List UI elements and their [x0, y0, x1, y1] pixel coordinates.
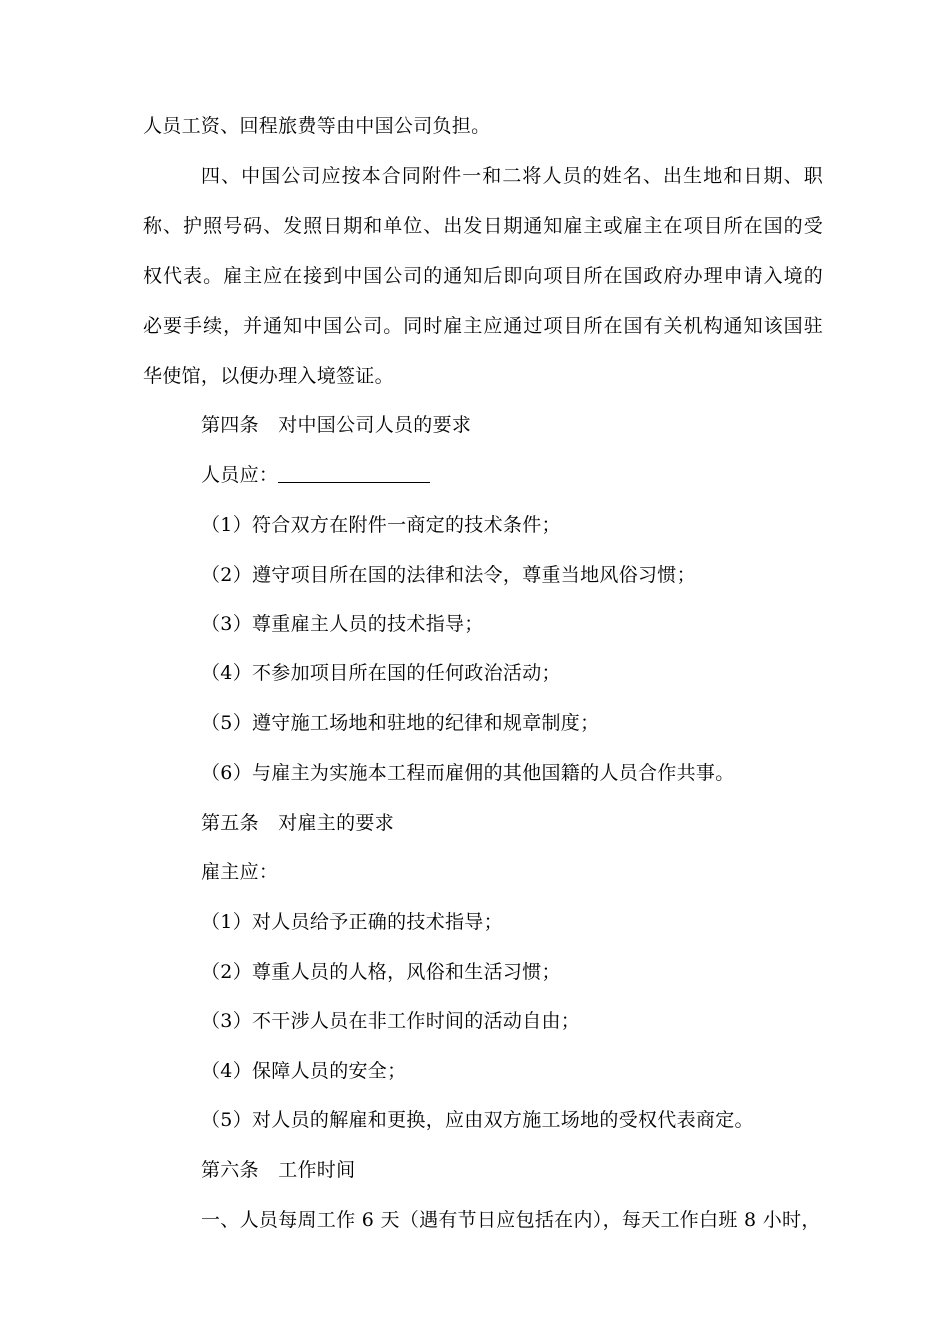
paragraph-line: 必要手续，并通知中国公司。同时雇主应通过项目所在国有关机构通知该国驻: [143, 315, 823, 337]
section-heading: 第五条 对雇主的要求: [201, 812, 395, 834]
list-item: （2）遵守项目所在国的法律和法令，尊重当地风俗习惯；: [201, 564, 696, 586]
paragraph-line: 一、人员每周工作 6 天（遇有节日应包括在内），每天工作白班 8 小时，: [201, 1209, 821, 1231]
paragraph-line: 华使馆，以便办理入境签证。: [143, 365, 394, 387]
list-item: （4）保障人员的安全；: [201, 1060, 407, 1082]
paragraph-line: 称、护照号码、发照日期和单位、出发日期通知雇主或雇主在项目所在国的受: [143, 215, 823, 237]
list-item: （4）不参加项目所在国的任何政治活动；: [201, 662, 561, 684]
list-item: （3）尊重雇主人员的技术指导；: [201, 613, 484, 635]
requirement-intro: 雇主应：: [201, 861, 279, 883]
list-item: （6）与雇主为实施本工程而雇佣的其他国籍的人员合作共事。: [201, 762, 735, 784]
paragraph-line: 四、中国公司应按本合同附件一和二将人员的姓名、出生地和日期、职: [201, 165, 823, 187]
list-item: （1）符合双方在附件一商定的技术条件；: [201, 514, 561, 536]
requirement-intro: [201, 463, 823, 487]
section-heading: 第六条 工作时间: [201, 1159, 356, 1181]
list-item: （5）遵守施工场地和驻地的纪律和规章制度；: [201, 712, 600, 734]
list-item: （2）尊重人员的人格，风俗和生活习惯；: [201, 961, 561, 983]
requirement-intro-label: 人员应：: [201, 464, 279, 486]
section-heading: 第四条 对中国公司人员的要求: [201, 414, 472, 436]
fill-in-blank: [278, 481, 430, 483]
paragraph-line: 权代表。雇主应在接到中国公司的通知后即向项目所在国政府办理申请入境的: [143, 265, 823, 287]
list-item: （1）对人员给予正确的技术指导；: [201, 911, 503, 933]
paragraph-line: 人员工资、回程旅费等由中国公司负担。: [143, 115, 491, 137]
list-item: （5）对人员的解雇和更换，应由双方施工场地的受权代表商定。: [201, 1109, 754, 1131]
list-item: （3）不干涉人员在非工作时间的活动自由；: [201, 1010, 581, 1032]
